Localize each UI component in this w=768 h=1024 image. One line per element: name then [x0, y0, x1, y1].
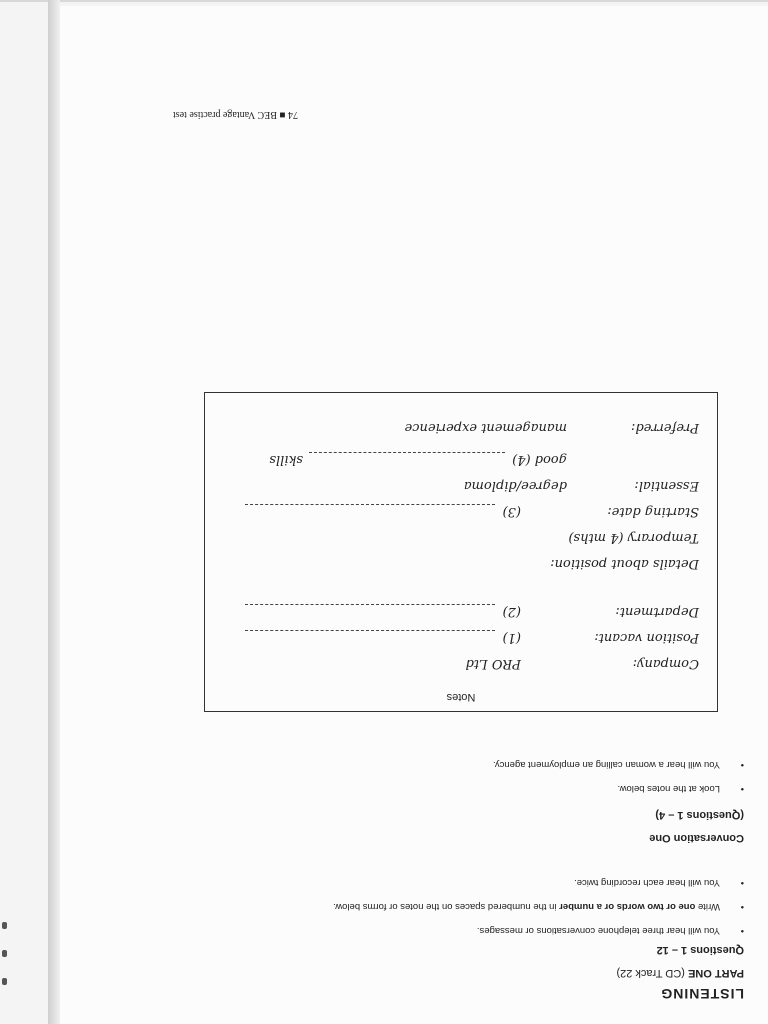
instruction-item: • Write one or two words or a number in the numbered spaces on the notes or forms below. — [333, 888, 744, 912]
essential-value: degree/diploma — [463, 478, 567, 493]
answer-line-2 — [245, 604, 495, 605]
part-label: PART ONE — [687, 967, 744, 979]
conversation-instructions — [493, 746, 744, 794]
department-question-number: (2) — [502, 604, 521, 619]
department-label: Department: — [615, 604, 699, 619]
page-footer: 74 ■ BEC Vantage practise test — [173, 109, 298, 120]
preferred-label: Preferred: — [631, 420, 699, 435]
starting-date-label: Starting date: — [607, 504, 699, 519]
upside-down-page — [60, 6, 768, 1024]
position-question-number: (1) — [502, 630, 521, 645]
answer-line-1 — [245, 630, 495, 631]
company-value: PRO Ltd — [465, 656, 521, 671]
instruction-item: • You will hear a woman calling an employment agency. — [493, 746, 744, 770]
part-heading — [616, 967, 744, 979]
binding-mark — [2, 978, 7, 985]
instruction-item: • Look at the notes below. — [493, 770, 744, 794]
book-spine-shadow — [48, 0, 60, 1024]
questions-range: Questions 1 – 12 — [656, 944, 744, 956]
instruction-emphasis: one or two words or a number — [559, 901, 696, 912]
answer-line-3 — [245, 504, 495, 505]
conversation-questions: (Questions 1 – 4) — [655, 809, 744, 821]
position-label: Position vacant: — [594, 630, 699, 645]
good-skills-prefix: good (4) — [512, 452, 567, 467]
binding-mark — [2, 950, 7, 957]
good-skills-suffix: skills — [269, 452, 303, 467]
answer-line-4 — [309, 452, 505, 453]
notes-title: Notes — [446, 691, 476, 703]
details-label: Details about position: — [550, 556, 699, 571]
track-label: (CD Track 22) — [616, 967, 685, 979]
conversation-title: Conversation One — [649, 832, 744, 844]
starting-question-number: (3) — [502, 504, 521, 519]
instruction-item: • You will hear each recording twice. — [333, 864, 744, 888]
temporary-note: Temporary (4 mths) — [568, 530, 699, 545]
notes-box — [204, 392, 718, 712]
essential-label: Essential: — [634, 478, 699, 493]
company-label: Company: — [632, 656, 699, 671]
preferred-value: management experience — [404, 420, 567, 435]
instruction-list — [333, 864, 744, 936]
page-top-edge — [0, 0, 768, 2]
binding-mark — [2, 922, 7, 929]
section-title: LISTENING — [660, 986, 744, 1002]
instruction-item: • You will hear three telephone conversations or messages. — [333, 912, 744, 936]
